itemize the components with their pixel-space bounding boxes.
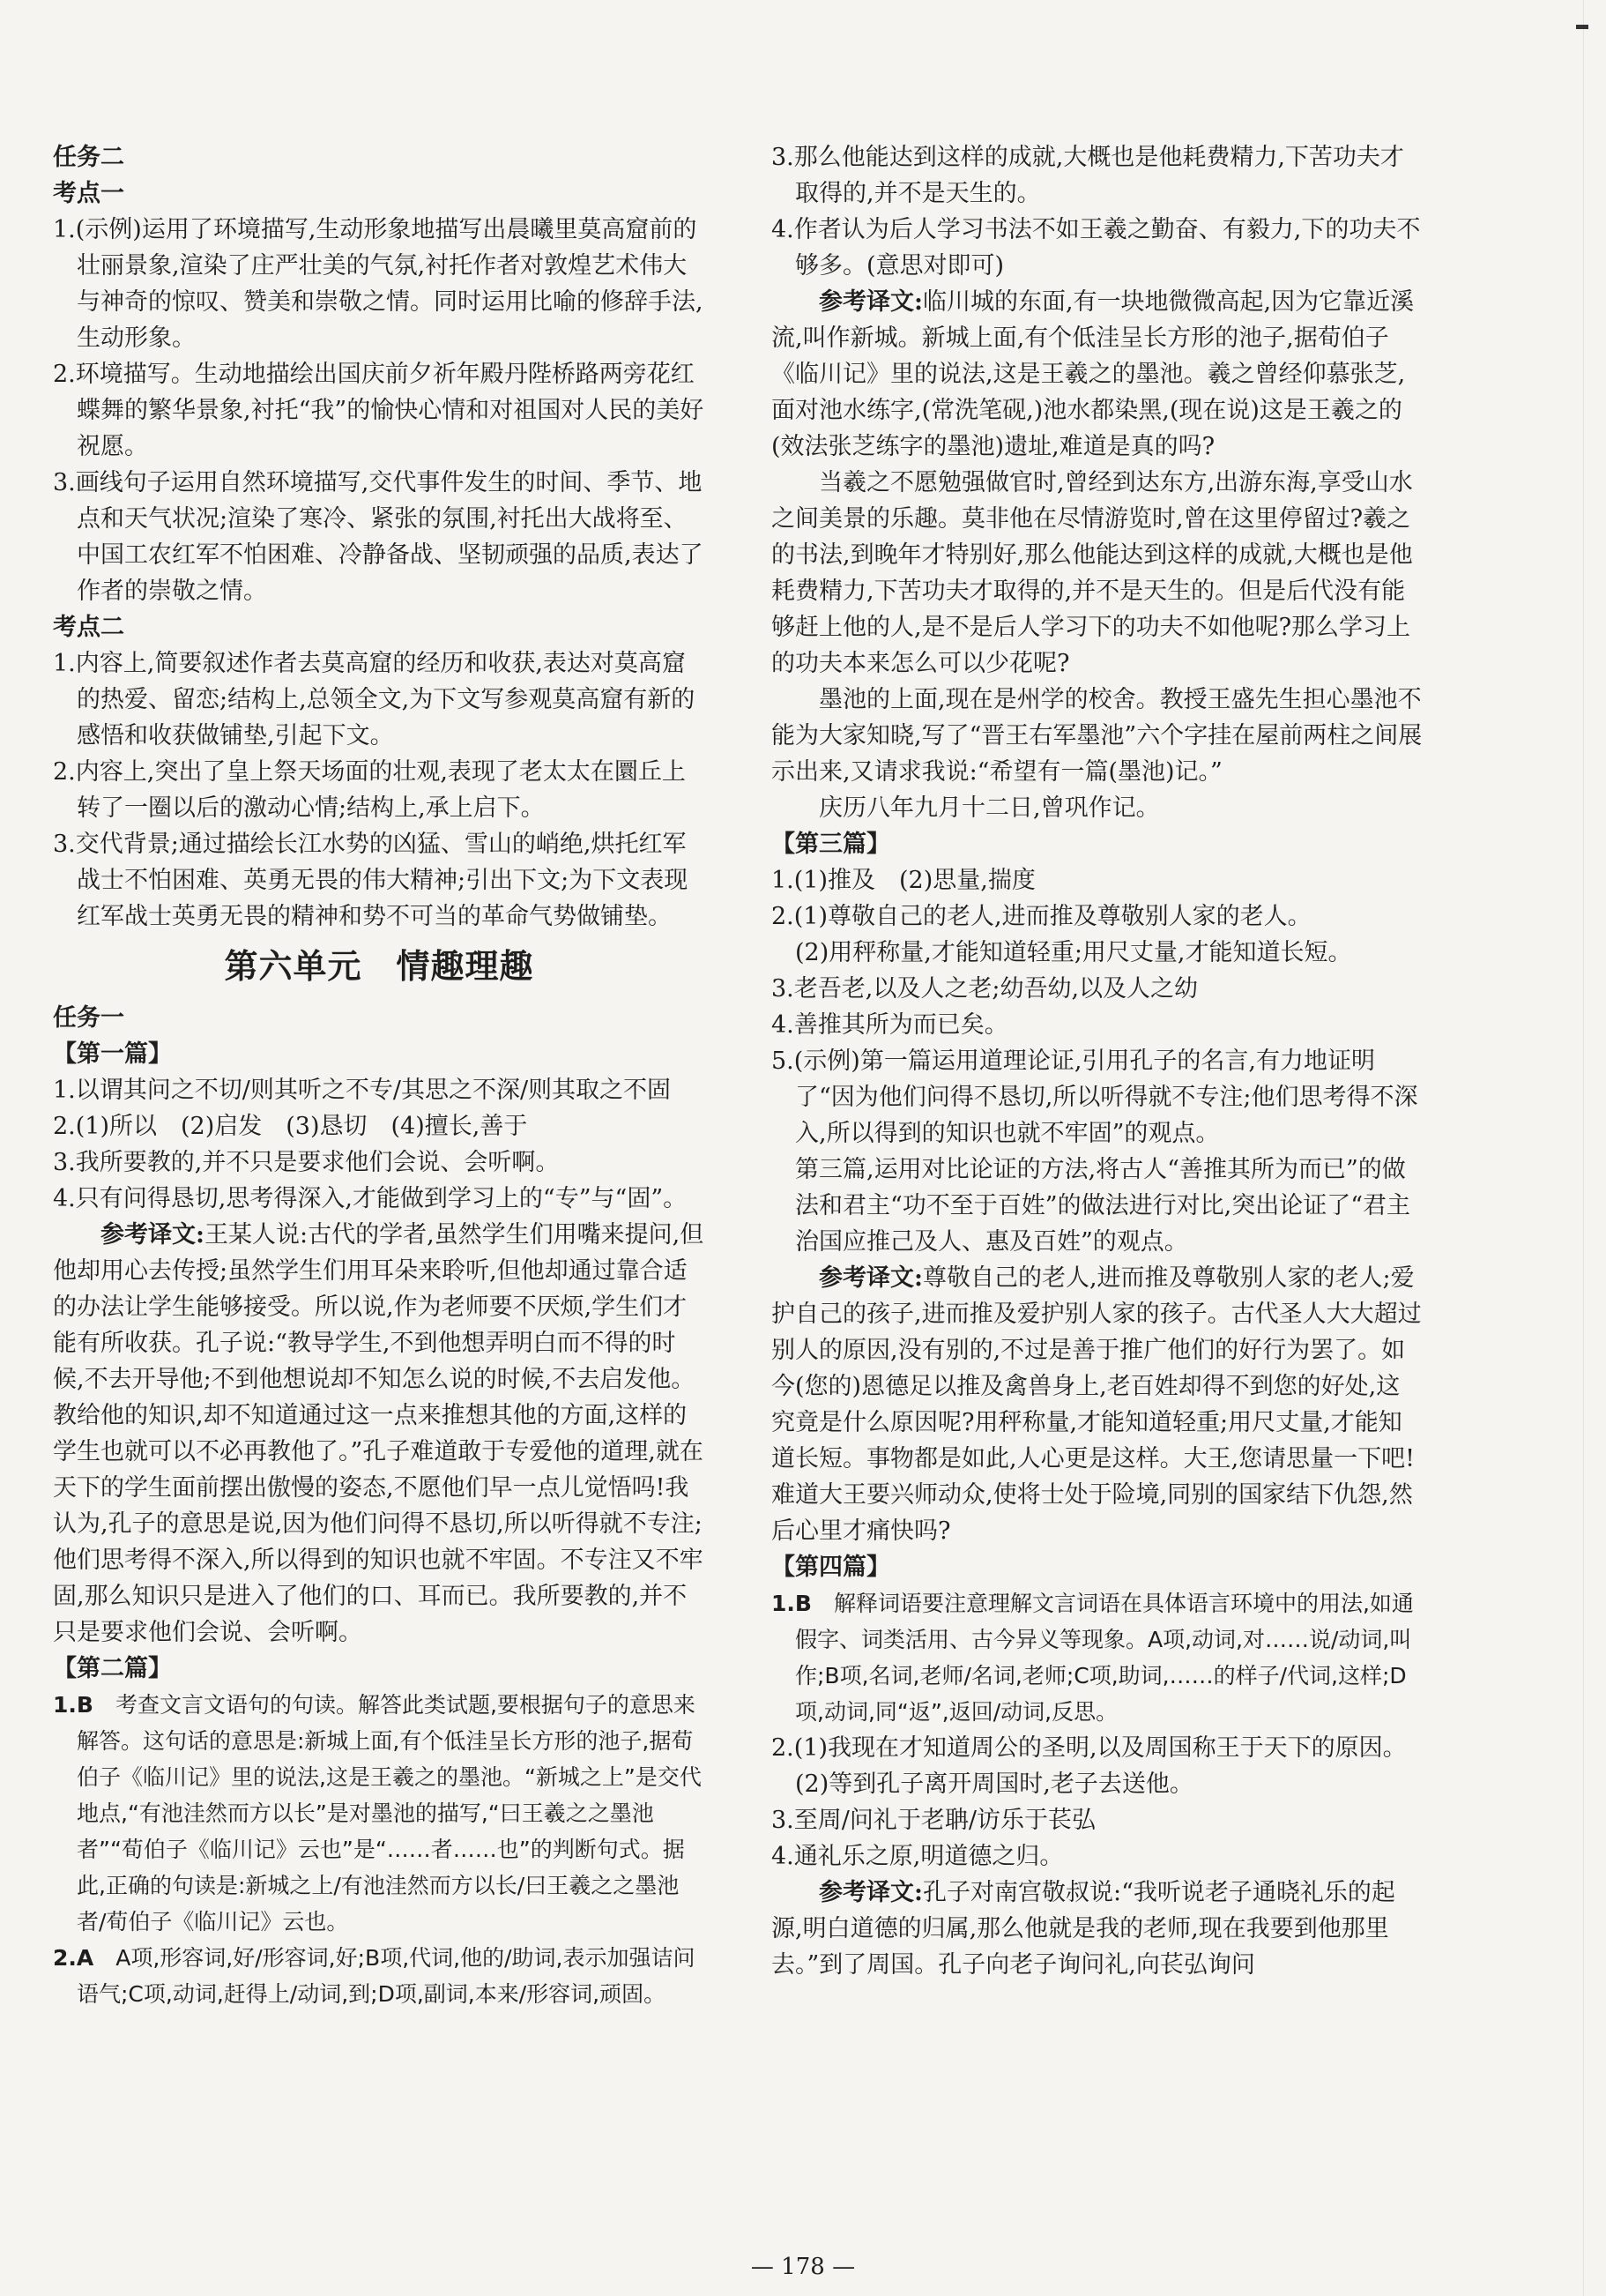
left-column [53, 139, 705, 2012]
choice-answer [53, 1687, 705, 1940]
answer-item: 3.老吾老,以及人之老;幼吾幼,以及人之幼 [771, 975, 1199, 1003]
answer-subitem: (2)等到孔子离开周国时,老子去送他。 [795, 1770, 1193, 1798]
translation-label: 参考译文: [819, 1264, 923, 1292]
translation-label: 参考译文: [819, 288, 923, 316]
answer-item: 3.画线句子运用自然环境描写,交代事件发生的时间、季节、地点和天气状况;渲染了寒冷、紧张的氛围,衬托出大战将至、中国工农红军不怕困难、冷静备战、坚韧顽强的品质,表达了作者的崇敬之情。 [53, 469, 703, 605]
translation-paragraph: 当羲之不愿勉强做官时,曾经到达东方,出游东海,享受山水之间美景的乐趣。莫非他在尽情游览时,曾在这里停留过?羲之的书法,到晚年才特别好,那么他能达到这样的成就,大概也是他耗费精力,下苦功夫才取得的,并不是天生的。但是后代没有能够赶上他的人,是不是后人学习下的功夫不如他呢?那么学习上的功夫本来怎么可以少花呢? [771, 469, 1413, 677]
answer-item: 2.环境描写。生动地描绘出国庆前夕祈年殿丹陛桥路两旁花红蝶舞的繁华景象,衬托“我”的愉快心情和对祖国对人民的美好祝愿。 [53, 361, 704, 460]
section-heading: 任务一 [53, 1004, 124, 1032]
section-heading: 考点一 [53, 180, 124, 207]
answer-item: 2.内容上,突出了皇上祭天场面的壮观,表现了老太太在圜丘上转了一圈以后的激动心情;结构上,承上启下。 [53, 758, 686, 822]
answer-item: 1.内容上,简要叙述作者去莫高窟的经历和收获,表达对莫高窟的热爱、留恋;结构上,总领全文,为下文写参观莫高窟有新的感悟和收获做铺垫,引起下文。 [53, 650, 695, 749]
answer-item: 4.只有问得恳切,思考得深入,才能做到学习上的“专”与“固”。 [53, 1185, 688, 1212]
section-heading: 【第三篇】 [771, 831, 890, 858]
section-heading: 任务二 [53, 144, 124, 171]
answer-item: 4.作者认为后人学习书法不如王羲之勤奋、有毅力,下的功夫不够多。(意思对即可) [771, 216, 1421, 280]
translation-text: 尊敬自己的老人,进而推及尊敬别人家的老人;爱护自己的孩子,进而推及爱护别人家的孩子。古代圣人大大超过别人的原因,没有别的,不过是善于推广他们的好行为罢了。如今(您的)恩德足以推及禽兽身上,老百姓却得不到您的好处,这究竟是什么原因呢?用秤称量,才能知道轻重;用尺丈量,才能知道长短。事物都是如此,人心更是这样。大王,您请思量一下吧!难道大王要兴师动众,使将士处于险境,同别的国家结下仇怨,然后心里才痛快吗? [771, 1264, 1422, 1545]
answer-item: 3.我所要教的,并不只是要求他们会说、会听啊。 [53, 1149, 560, 1176]
section-heading: 【第一篇】 [53, 1040, 172, 1068]
reference-translation [771, 284, 1424, 465]
answer-key: 1.B [771, 1591, 812, 1616]
right-column [771, 139, 1424, 1983]
page-edge-line [1583, 0, 1584, 2296]
section-heading: 【第二篇】 [53, 1655, 172, 1682]
translation-text: 临川城的东面,有一块地微微高起,因为它靠近溪流,叫作新城。新城上面,有个低洼呈长方形的池子,据荀伯子《临川记》里的说法,这是王羲之的墨池。羲之曾经仰慕张芝,面对池水练字,(常洗笔砚,)池水都染黑,(现在说)这是王羲之的(效法张芝练字的墨池)遗址,难道是真的吗? [771, 288, 1415, 460]
reference-translation [771, 1260, 1424, 1549]
corner-mark [1576, 25, 1588, 29]
answer-item: 1.(1)推及 (2)思量,揣度 [771, 867, 1036, 894]
unit-title: 第六单元 情趣理趣 [224, 947, 534, 986]
answer-key: 1.B [53, 1692, 93, 1718]
page-number: — 178 — [750, 2254, 856, 2280]
translation-paragraph: 墨池的上面,现在是州学的校舍。教授王盛先生担心墨池不能为大家知晓,写了“晋王右军墨池”六个字挂在屋前两柱之间展示出来,又请求我说:“希望有一篇(墨池)记。” [771, 686, 1423, 786]
answer-item: 3.那么他能达到这样的成就,大概也是他耗费精力,下苦功夫才取得的,并不是天生的。 [771, 144, 1404, 207]
answer-subitem: (2)用秤称量,才能知道轻重;用尺丈量,才能知道长短。 [795, 939, 1352, 966]
answer-explanation: A项,形容词,好/形容词,好;B项,代词,他的/助词,表示加强诘问语气;C项,动词,赶得上/动词,到;D项,副词,本来/形容词,顽固。 [77, 1945, 695, 2007]
answer-item: 2.(1)我现在才知道周公的圣明,以及周国称王于天下的原因。 [771, 1734, 1407, 1762]
answer-item: 3.至周/问礼于老聃/访乐于苌弘 [771, 1807, 1096, 1834]
answer-item: 5.(示例)第一篇运用道理论证,引用孔子的名言,有力地证明了“因为他们问得不恳切,所以听得就不专注;他们思考得不深入,所以得到的知识也就不牢固”的观点。 [771, 1047, 1418, 1147]
choice-answer [53, 1940, 705, 2012]
translation-paragraph: 庆历八年九月十二日,曾巩作记。 [819, 794, 1160, 822]
reference-translation [771, 1875, 1424, 1983]
choice-answer [771, 1585, 1424, 1730]
answer-key: 2.A [53, 1945, 94, 1971]
answer-item: 3.交代背景;通过描绘长江水势的凶猛、雪山的峭绝,烘托红军战士不怕困难、英勇无畏的伟大精神;引出下文;为下文表现红军战士英勇无畏的精神和势不可当的革命气势做铺垫。 [53, 831, 688, 930]
translation-text: 王某人说:古代的学者,虽然学生们用嘴来提问,但他却用心去传授;虽然学生们用耳朵来聆听,但他却通过靠合适的办法让学生能够接受。所以说,作为老师要不厌烦,学生们才能有所收获。孔子说:“教导学生,不到他想弄明白而不得的时候,不去开导他;不到他想说却不知怎么说的时候,不去启发他。教给他的知识,却不知道通过这一点来推想其他的方面,这样的学生也就可以不必再教他了。”孔子难道敢于专爱他的道理,就在天下的学生面前摆出傲慢的姿态,不愿他们早一点儿觉悟吗!我认为,孔子的意思是说,因为他们问得不恳切,所以听得就不专注;他们思考得不深入,所以得到的知识也就不牢固。不专注又不牢固,那么知识只是进入了他们的口、耳而已。我所要教的,并不只是要求他们会说、会听啊。 [53, 1221, 704, 1646]
answer-explanation: 考查文言文语句的句读。解答此类试题,要根据句子的意思来解答。这句话的意思是:新城上面,有个低洼呈长方形的池子,据荀伯子《临川记》里的说法,这是王羲之的墨池。“新城之上”是交代地点,“有池洼然而方以长”是对墨池的描写,“曰王羲之之墨池者”“荀伯子《临川记》云也”是“……者……也”的判断句式。据此,正确的句读是:新城之上/有池洼然而方以长/曰王羲之之墨池者/荀伯子《临川记》云也。 [77, 1692, 702, 1934]
translation-label: 参考译文: [100, 1221, 204, 1249]
answer-item: 2.(1)所以 (2)启发 (3)恳切 (4)擅长,善于 [53, 1113, 528, 1140]
section-heading: 【第四篇】 [771, 1554, 890, 1581]
answer-item: 4.善推其所为而已矣。 [771, 1011, 1008, 1039]
translation-label: 参考译文: [819, 1879, 923, 1906]
reference-translation [53, 1217, 705, 1651]
answer-subitem: 第三篇,运用对比论证的方法,将古人“善推其所为而已”的做法和君主“功不至于百姓”的做法进行对比,突出论证了“君主治国应推己及人、惠及百姓”的观点。 [795, 1156, 1410, 1256]
answer-item: 2.(1)尊敬自己的老人,进而推及尊敬别人家的老人。 [771, 903, 1312, 930]
section-heading: 考点二 [53, 614, 124, 641]
answer-explanation: 解释词语要注意理解文言词语在具体语言环境中的用法,如通假字、词类活用、古今异义等现象。A项,动词,对……说/动词,叫作;B项,名词,老师/名词,老师;C项,助词,……的样子/代词,这样;D项,动词,同“返”,返回/动词,反思。 [795, 1591, 1414, 1725]
answer-item: 4.通礼乐之原,明道德之归。 [771, 1843, 1064, 1870]
translation-text: 孔子对南宫敬叔说:“我听说老子通晓礼乐的起源,明白道德的归属,那么他就是我的老师,现在我要到他那里去。”到了周国。孔子向老子询问礼,向苌弘询问 [771, 1879, 1395, 1979]
answer-item: 1.以谓其问之不切/则其听之不专/其思之不深/则其取之不固 [53, 1077, 672, 1104]
answer-item: 1.(示例)运用了环境描写,生动形象地描写出晨曦里莫高窟前的壮丽景象,渲染了庄严壮美的气氛,衬托作者对敦煌艺术伟大与神奇的惊叹、赞美和崇敬之情。同时运用比喻的修辞手法,生动形象。 [53, 216, 703, 352]
